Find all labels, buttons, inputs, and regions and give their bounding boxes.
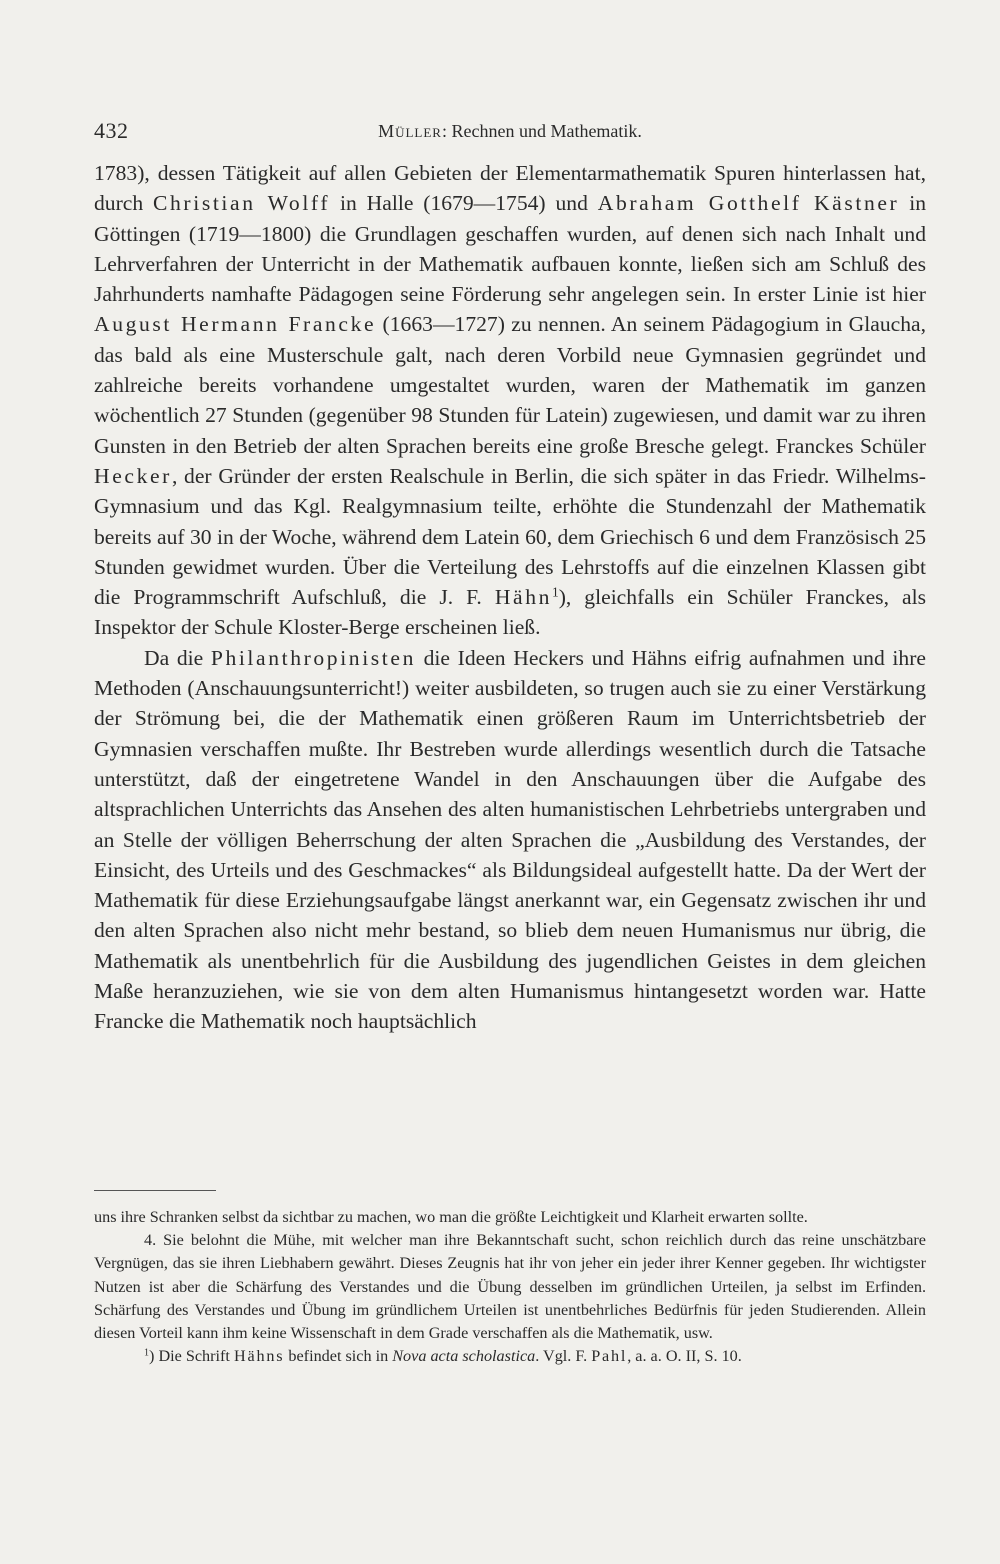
spaced-name: Abraham Gotthelf Kästner [597,191,900,216]
spaced-name: Hähns [233,1347,285,1366]
text-run: , der Gründer der ersten Realschule in Berlin, die sich später in das Friedr. Wilhelms-Gymnasium und das Kgl. Realgymnasium teilte, erhöhte die Stundenzahl der Mathematik bereits auf 30 in der Woche, während dem Latein 60, dem Griechisch 6 und dem Französisch 25 Stunden gewidmet wurden. Über die Verteilung des Lehrstoffs auf die einzelnen Klassen gibt die Programmschrift Aufschluß, die J. F. [94,463,926,610]
text-run: (1663—1727) zu nennen. An seinem Pädagogium in Glaucha, das bald als eine Musterschule galt, nach deren Vorbild neue Gymnasien gegründet und zahlreiche bereits vorhandene umgestaltet wurden, waren der Mathematik im ganzen wöchentlich 27 Stunden (gegenüber 98 Stunden für Latein) zugewiesen, und damit war zu ihren Gunsten in den Betrieb der alten Sprachen bereits eine große Bresche gelegt. Franckes Schüler [94,312,926,458]
footnote-1 [94,1345,926,1368]
running-header [94,118,926,148]
text-run: ), gleichfalls ein Schüler Franckes, als Inspektor der Schule Kloster-Berge erscheinen ließ. [94,585,926,640]
journal-title: Nova acta scholastica [392,1347,536,1366]
footnote-mark: 1 [144,1347,150,1359]
footnotes [94,1206,926,1368]
text-run: in Halle (1679—1754) und [330,191,598,216]
footnote-ref: 1 [552,584,559,600]
paragraph-2 [94,643,926,1037]
running-title-text: : Rechnen und Mathematik. [441,121,642,141]
text-run: 1783), dessen Tätigkeit auf allen Gebieten der Elementarmathematik Spuren hinterlassen hat, durch [94,161,926,216]
footnote-rule [94,1190,216,1191]
spaced-name: Philanthropinisten [210,645,416,670]
paragraph-1 [94,158,926,643]
text-run: die Ideen Heckers und Hähns eifrig aufnahmen und ihre Methoden (Anschauungsunterricht!) weiter ausbildeten, so trugen auch sie zu einer Verstärkung der Strömung bei, die der Mathematik einen größeren Raum im Unterrichtsbetrieb der Gymnasien verschaffen mußte. Ihr Bestreben wurde allerdings wesentlich durch die Tatsache unterstützt, daß der eingetretene Wandel in den Anschauungen über die Aufgabe des altsprachlichen Unterrichts das Ansehen des alten humanistischen Lehrbetriebs untergraben und an Stelle der völligen Beherrschung der alten Sprachen die „Ausbildung des Verstandes, der Einsicht, des Urteils und des Geschmackes“ als Bildungsideal aufgestellt hatte. Da der Wert der Mathematik für diese Erziehungsaufgabe längst anerkannt war, ein Gegensatz zwischen ihr und den alten Sprachen also nicht mehr bestand, so blieb dem neuen Humanismus nur übrig, die Mathematik als unentbehrlich für die Ausbildung des jugendlichen Geistes in dem gleichen Maße heranzuziehen, wie sie von dem alten Humanismus hintangesetzt worden war. Hatte Francke die Mathematik noch hauptsächlich [94,645,926,1034]
main-text [94,158,926,1037]
running-title-author: Müller [378,121,442,141]
spaced-name: Hähn [494,585,553,610]
spaced-name: Christian Wolff [153,191,331,216]
text-run: befindet sich in [284,1347,393,1366]
text-run: , a. a. O. II, S. 10. [627,1347,742,1366]
text-run: ) Die Schrift [149,1347,234,1366]
text-run: . Vgl. F. [535,1347,592,1366]
spaced-name: Hecker [94,463,172,488]
spaced-name: August Hermann Francke [94,312,377,337]
footnote-continuation: uns ihre Schranken selbst da sichtbar zu machen, wo man die größte Leichtigkeit und Klarheit erwarten sollte. [94,1208,808,1226]
footnote-item-4: 4. Sie belohnt die Mühe, mit welcher man ihre Bekanntschaft sucht, schon reichlich durch das reine unschätzbare Vergnügen, das sie ihren Liebhabern gewährt. Dieses Zeugnis hat ihr von jeher ein jeder ihrer Kenner gegeben. Ihr wichtigster Nutzen ist aber die Schärfung des Verstandes und die Übung desselben im gründlichen Urteilen, ja selbst im Erfinden. Schärfung des Verstandes und Übung im gründlichem Urteilen ist unentbehrliches Bedürfnis für jeden Studierenden. Allein diesen Vorteil kann ihm keine Wissenschaft in dem Grade verschaffen als die Mathematik, usw. [94,1231,926,1343]
running-title [94,121,926,142]
page-number: 432 [94,118,129,143]
text-run: in Göttingen (1719—1800) die Grundlagen geschaffen wurden, auf denen sich nach Inhalt und Lehrverfahren der Unterricht in der Mathematik aufbauen konnte, ließen sich am Schluß des Jahrhunderts namhafte Pädagogen seine Förderung sehr angelegen sein. In erster Linie ist hier [94,191,927,307]
text-run: Da die [144,645,211,670]
spaced-name: Pahl [591,1347,628,1366]
